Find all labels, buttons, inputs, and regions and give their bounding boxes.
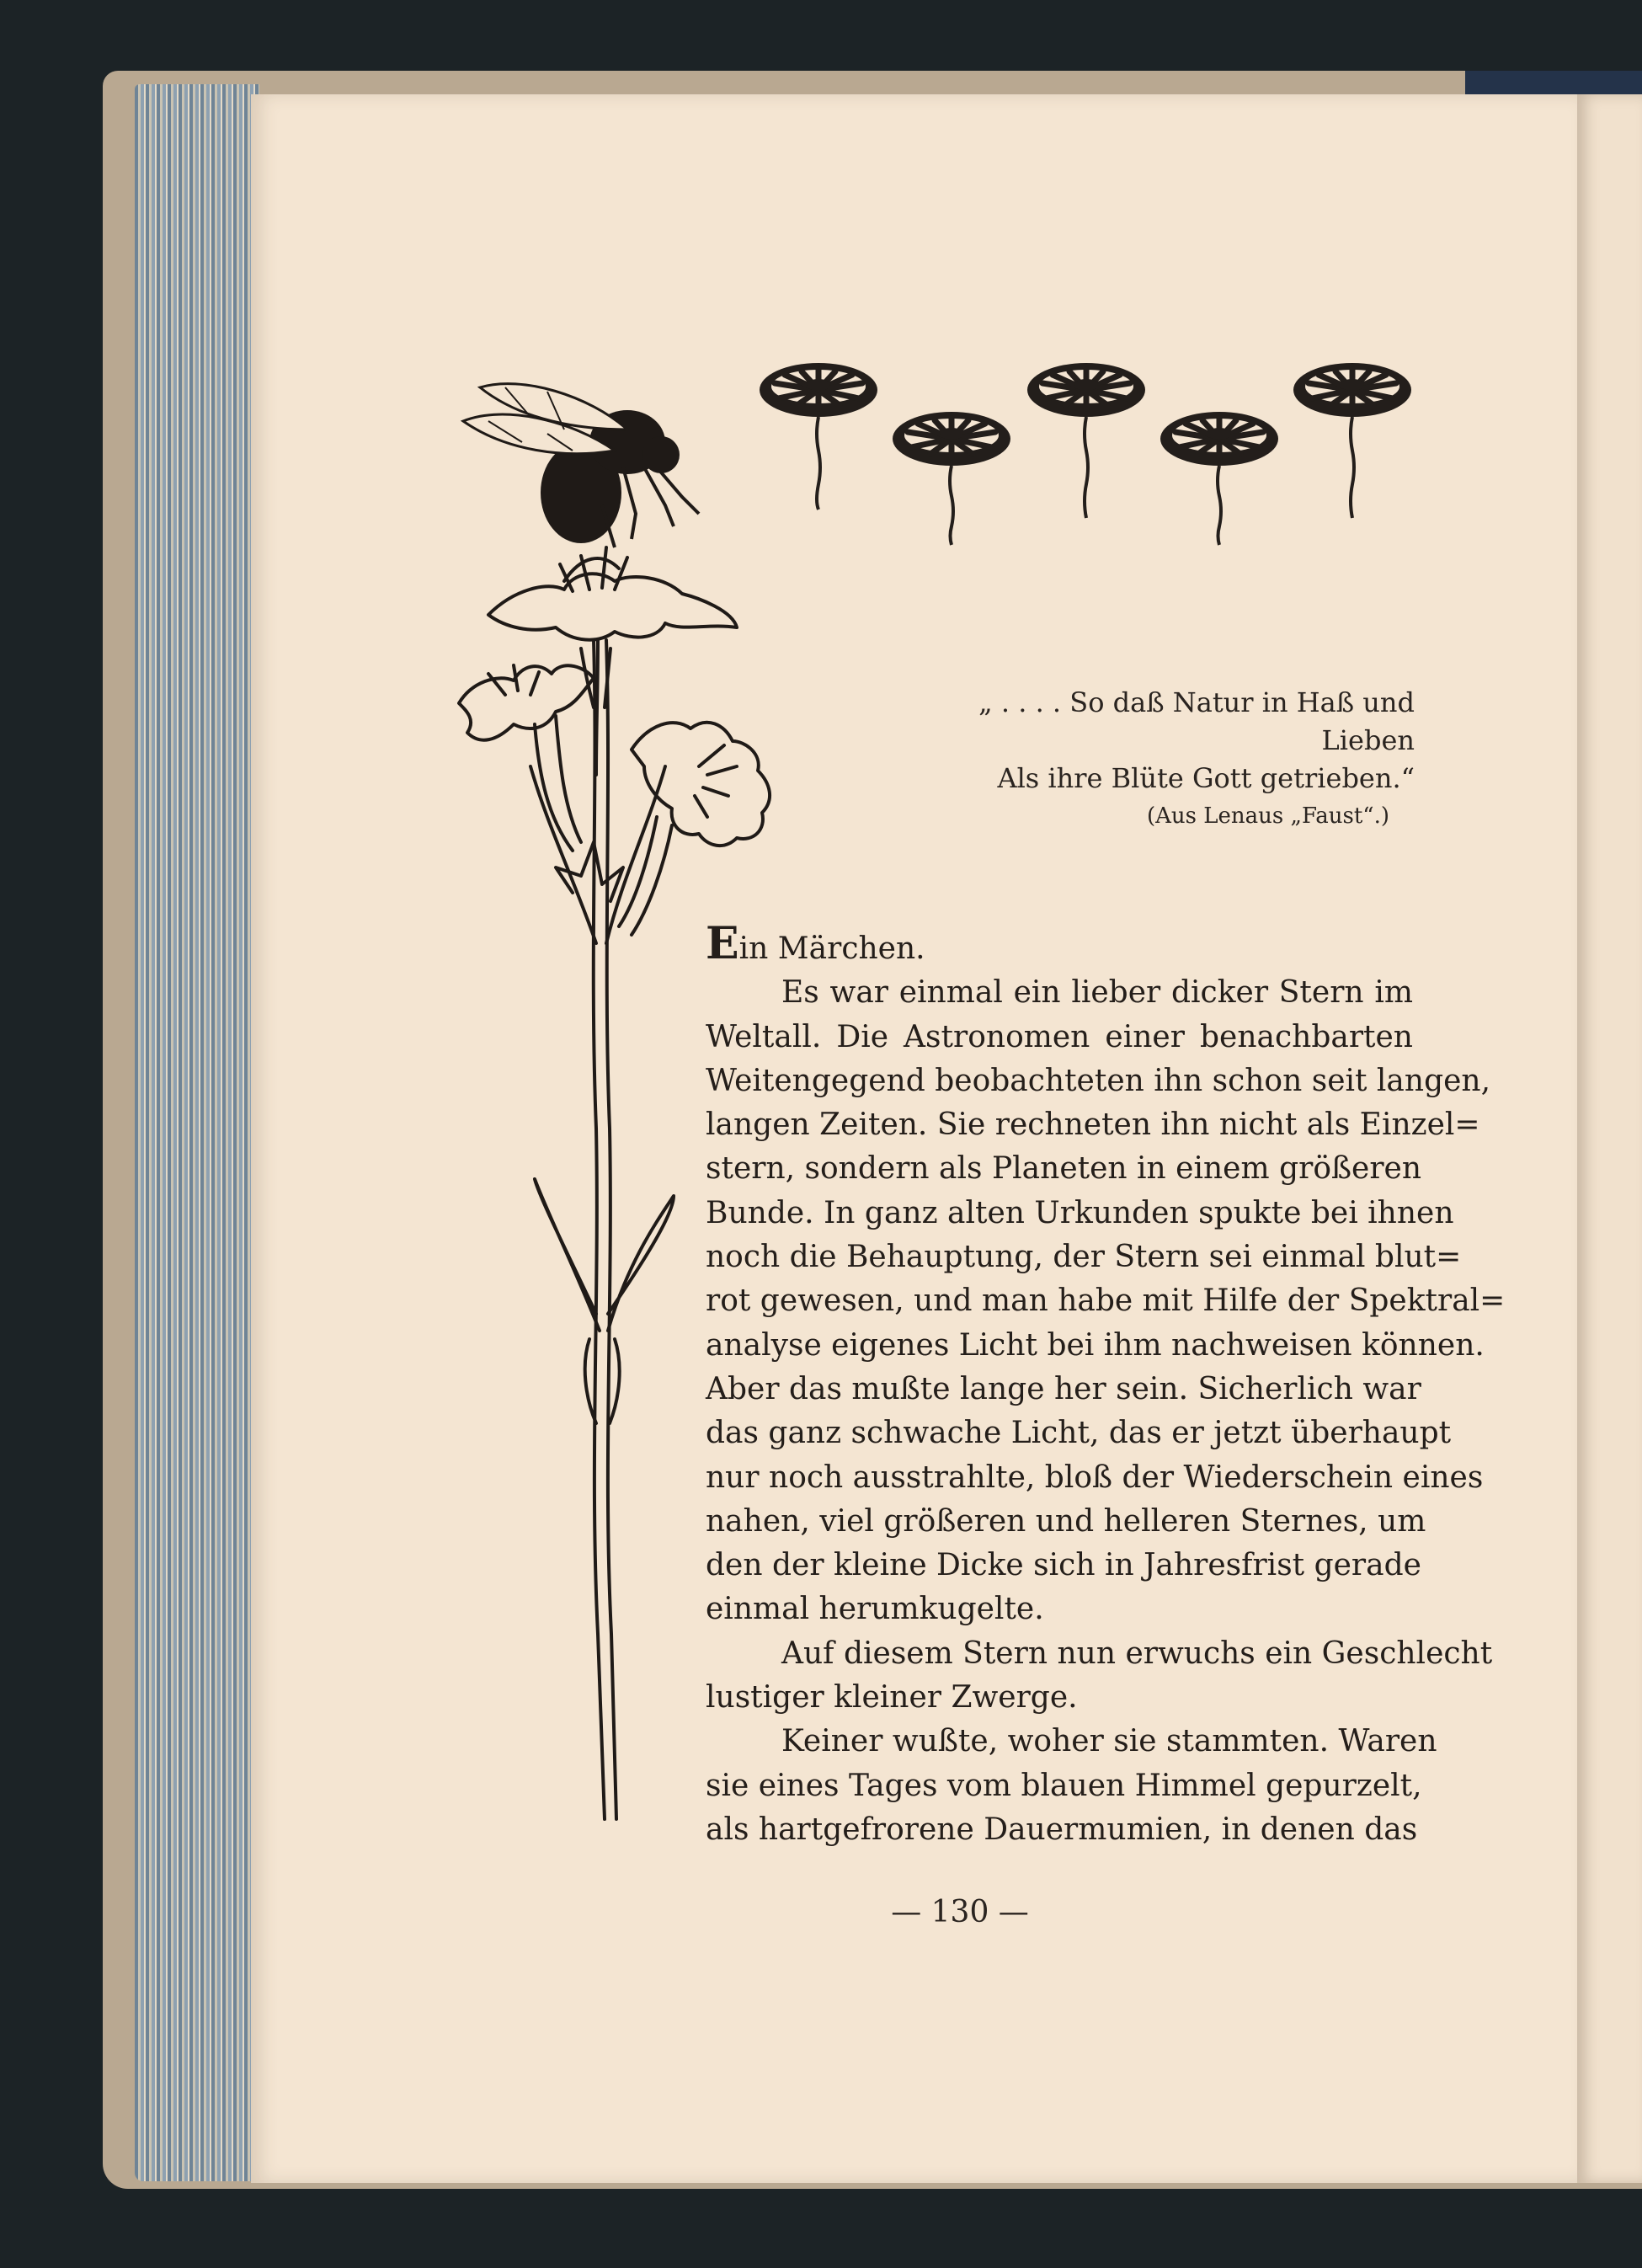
text-line: analyse eigenes Licht bei ihm nachweisen können. xyxy=(706,1327,1485,1363)
text-line: Weltall. Die Astronomen einer benachbarten xyxy=(706,1019,1413,1054)
daisy-ornament-svg xyxy=(749,358,1423,568)
text-line: langen Zeiten. Sie rechneten ihn nicht als Einzel= xyxy=(706,1107,1480,1143)
epigraph-line: Lieben xyxy=(1321,724,1415,756)
daisy-ornament xyxy=(749,358,1423,568)
story-text xyxy=(706,918,1506,1852)
story-title-initial: E xyxy=(706,918,739,969)
spine-binding xyxy=(1465,71,1642,96)
epigraph-source: (Aus Lenaus „Faust“.) xyxy=(1146,803,1389,829)
text-line: rot gewesen, und man habe mit Hilfe der Spektral= xyxy=(706,1283,1506,1319)
text-line: stern, sondern als Planeten in einem größeren xyxy=(706,1151,1422,1187)
text-line: als hartgefrorene Dauermumien, in denen das xyxy=(706,1812,1418,1847)
text-line: Es war einmal ein lieber dicker Stern im xyxy=(781,975,1413,1011)
epigraph-line: „ . . . . So daß Natur in Haß und xyxy=(978,686,1415,718)
page-edges xyxy=(135,84,259,2181)
story-title-rest: in Märchen. xyxy=(738,931,925,966)
text-line: Bunde. In ganz alten Urkunden spukte bei ihnen xyxy=(706,1195,1454,1230)
story-title xyxy=(706,918,1413,971)
text-line: Aber das mußte lange her sein. Sicherlich war xyxy=(706,1371,1421,1406)
facing-page-edge xyxy=(1577,94,1642,2183)
text-line: sie eines Tages vom blauen Himmel gepurzelt, xyxy=(706,1768,1422,1803)
epigraph xyxy=(926,684,1415,835)
text-line: nahen, viel größeren und helleren Sternes, um xyxy=(706,1503,1426,1539)
text-line: den der kleine Dicke sich in Jahresfrist gerade xyxy=(706,1548,1421,1583)
text-line: Weitengegend beobachteten ihn schon seit langen, xyxy=(706,1063,1491,1098)
text-line: Auf diesem Stern nun erwuchs ein Geschlecht xyxy=(781,1636,1493,1671)
text-line: das ganz schwache Licht, das er jetzt überhaupt xyxy=(706,1416,1452,1451)
text-line: nur noch ausstrahlte, bloß der Wiederschein eines xyxy=(706,1460,1484,1495)
page-number: — 130 — xyxy=(891,1895,1029,1929)
text-line: Keiner wußte, woher sie stammten. Waren xyxy=(781,1724,1437,1759)
epigraph-line: Als ihre Blüte Gott getrieben.“ xyxy=(997,762,1415,794)
text-line: lustiger kleiner Zwerge. xyxy=(706,1680,1078,1716)
text-line: noch die Behauptung, der Stern sei einmal blut= xyxy=(706,1240,1462,1275)
text-line: einmal herumkugelte. xyxy=(706,1592,1044,1627)
